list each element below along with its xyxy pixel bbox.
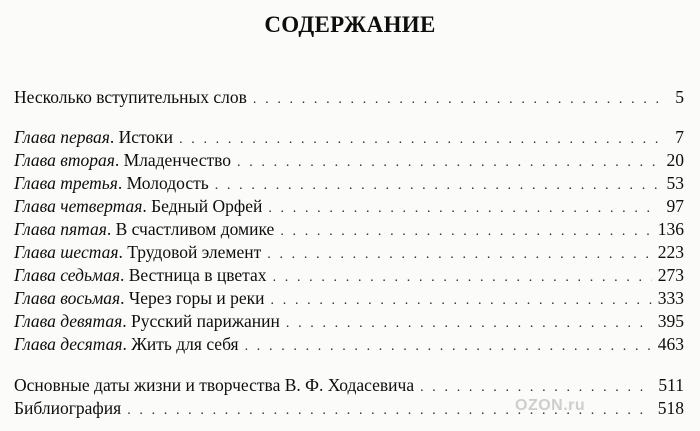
dot-leader	[273, 267, 652, 289]
toc-entry-title	[14, 241, 261, 263]
page-number: 53	[666, 173, 684, 193]
dot-leader	[237, 152, 658, 174]
chapter-separator: .	[122, 334, 132, 354]
dot-leader	[280, 221, 651, 243]
toc-entry-title	[14, 195, 262, 217]
toc-entry-chapter-8	[14, 287, 684, 309]
chapter-title: Трудовой элемент	[127, 242, 262, 262]
toc-entry-chapter-4	[14, 195, 684, 217]
dot-leader	[215, 175, 658, 197]
toc-entry-title	[14, 310, 280, 332]
page-title: СОДЕРЖАНИЕ	[264, 12, 436, 37]
watermark: OZON.ru	[515, 397, 586, 414]
chapter-prefix: Глава десятая	[14, 334, 123, 354]
chapter-prefix: Глава первая	[14, 127, 110, 147]
chapter-prefix: Глава третья	[14, 173, 118, 193]
chapter-title: Истоки	[118, 127, 174, 147]
toc-entry-title	[14, 287, 265, 309]
chapter-title: В счастливом домике	[115, 219, 275, 239]
dot-leader	[268, 198, 658, 220]
page-number: 223	[657, 242, 684, 262]
chapter-separator: .	[114, 150, 124, 170]
chapter-separator: .	[109, 127, 119, 147]
toc-entry-title	[14, 172, 209, 194]
toc-entry-chapter-7	[14, 264, 684, 286]
page-number: 333	[657, 288, 684, 308]
toc-entry-chapter-1	[14, 126, 684, 148]
toc-entry-title	[14, 218, 274, 240]
chapter-separator: .	[117, 173, 127, 193]
page-number: 20	[666, 150, 684, 170]
dot-leader	[267, 244, 651, 266]
chapter-separator: .	[142, 196, 152, 216]
chapter-title: Бедный Орфей	[151, 196, 263, 216]
chapter-title: Через горы и реки	[128, 288, 265, 308]
chapter-separator: .	[106, 219, 116, 239]
chapter-separator: .	[122, 311, 132, 331]
page-number: 395	[657, 311, 684, 331]
chapter-title: Русский парижанин	[131, 311, 280, 331]
dot-leader	[245, 336, 652, 358]
toc-entry-chapter-6	[14, 241, 684, 263]
chapter-prefix: Глава шестая	[14, 242, 119, 262]
dot-leader	[179, 129, 658, 151]
dot-leader	[253, 89, 658, 111]
toc-entry-chapter-10	[14, 333, 684, 355]
chapter-title: Жить для себя	[131, 334, 239, 354]
toc-entry-title	[14, 126, 173, 148]
toc-entry-title	[14, 149, 231, 171]
page-number: 511	[658, 375, 684, 395]
chapter-separator: .	[119, 265, 129, 285]
toc-entry-title	[14, 264, 267, 286]
toc-entry-title: Библиография	[14, 398, 122, 418]
page-number: 136	[657, 219, 684, 239]
toc-entry-intro	[14, 86, 684, 108]
chapter-prefix: Глава пятая	[14, 219, 107, 239]
toc-entry-chapter-2	[14, 149, 684, 171]
toc-entry-chapter-5	[14, 218, 684, 240]
toc-entry-chapter-9	[14, 310, 684, 332]
chapter-title: Младенчество	[123, 150, 232, 170]
toc-entry-chapter-3	[14, 172, 684, 194]
chapter-prefix: Глава вторая	[14, 150, 115, 170]
chapter-prefix: Глава четвертая	[14, 196, 143, 216]
dot-leader	[420, 377, 652, 399]
chapter-prefix: Глава восьмая	[14, 288, 121, 308]
chapter-separator: .	[120, 288, 129, 308]
page-number: 7	[675, 127, 684, 147]
toc-entry-title: Основные даты жизни и творчества В. Ф. Ходасевича	[14, 375, 415, 395]
toc-entry-title: Несколько вступительных слов	[14, 87, 247, 107]
page-number: 273	[657, 265, 684, 285]
toc-entry-chronology	[14, 374, 684, 396]
dot-leader	[286, 313, 652, 335]
page-number: 463	[657, 334, 684, 354]
chapter-separator: .	[118, 242, 128, 262]
toc-entry-title	[14, 333, 239, 355]
page-number: 97	[666, 196, 684, 216]
chapter-prefix: Глава седьмая	[14, 265, 120, 285]
chapter-title: Вестница в цветах	[128, 265, 267, 285]
page-number: 5	[675, 87, 684, 107]
dot-leader	[271, 290, 652, 312]
chapter-prefix: Глава девятая	[14, 311, 123, 331]
chapter-title: Молодость	[126, 173, 209, 193]
page-number: 518	[657, 398, 684, 418]
